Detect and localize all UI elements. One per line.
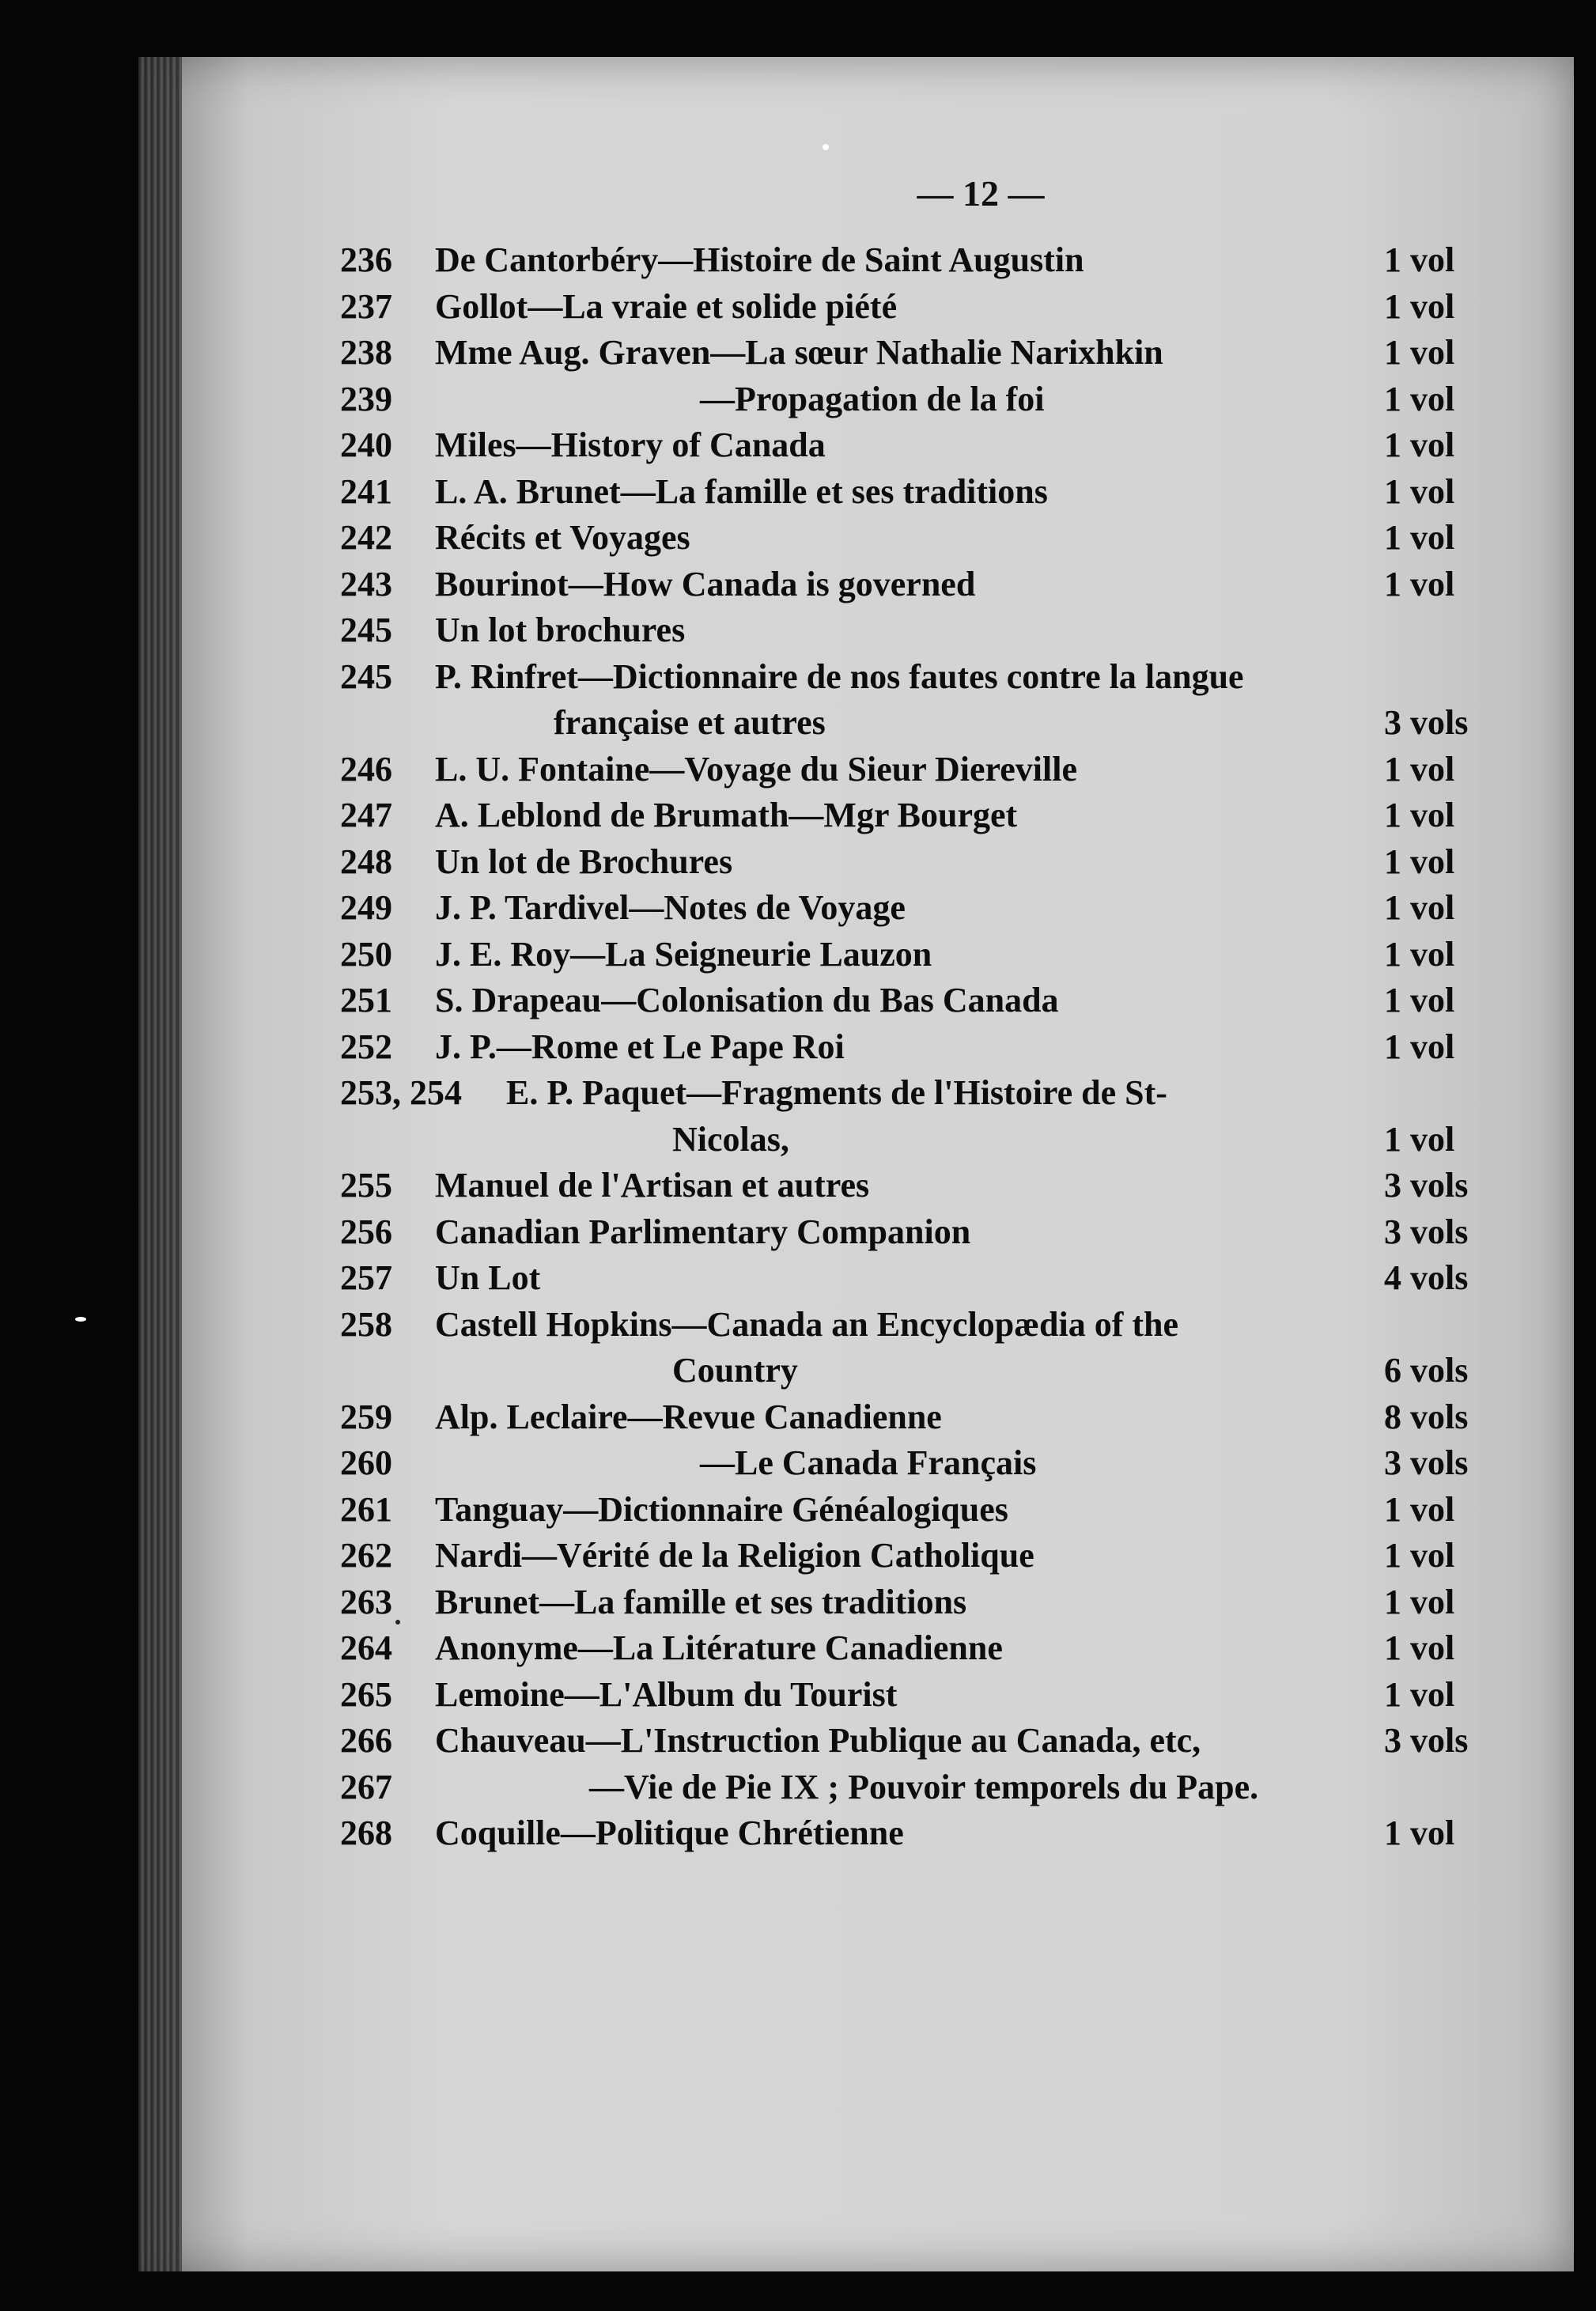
entry-title: Tanguay—Dictionnaire Généalogiques (435, 1489, 1008, 1529)
list-item (340, 792, 1479, 839)
entry-volumes: 1 vol (1384, 1027, 1455, 1066)
entry-title: Bourinot—How Canada is governed (435, 564, 976, 603)
entry-volumes: 1 vol (1384, 981, 1455, 1019)
entry-number: 265 (340, 1674, 392, 1714)
entry-volumes: 1 vol (1384, 842, 1455, 881)
entry-volumes: 8 vols (1384, 1397, 1469, 1436)
entry-title: Alp. Leclaire—Revue Canadienne (435, 1397, 942, 1436)
entry-volumes: 1 vol (1384, 749, 1455, 789)
entry-number: 243 (340, 564, 392, 603)
list-item (340, 515, 1479, 562)
list-item (340, 1625, 1479, 1672)
dust-speck (75, 1317, 86, 1322)
entry-number: 253, 254 (340, 1073, 462, 1112)
entry-number: 247 (340, 796, 392, 834)
entry-volumes: 1 vol (1384, 796, 1455, 834)
entry-title: J. P.—Rome et Le Pape Roi (435, 1027, 845, 1066)
entry-number: 266 (340, 1721, 392, 1760)
entry-volumes: 1 vol (1384, 426, 1455, 464)
entry-title: E. P. Paquet—Fragments de l'Histoire de St- (506, 1073, 1167, 1112)
entry-title: Manuel de l'Artisan et autres (435, 1166, 870, 1205)
entry-volumes: 1 vol (1384, 1119, 1455, 1159)
entry-volumes: 3 vols (1384, 1212, 1469, 1251)
list-item (340, 1070, 1479, 1117)
entry-number: 245 (340, 656, 392, 696)
entry-title: Brunet—La famille et ses traditions (435, 1582, 967, 1621)
list-item (340, 562, 1479, 608)
entry-title: Castell Hopkins—Canada an Encyclopædia of the (435, 1304, 1179, 1344)
entry-title: Coquille—Politique Chrétienne (435, 1814, 904, 1852)
entry-title: J. P. Tardivel—Notes de Voyage (435, 888, 906, 927)
entry-number: 238 (340, 333, 392, 372)
entry-title: S. Drapeau—Colonisation du Bas Canada (435, 981, 1059, 1019)
list-item (340, 1024, 1479, 1071)
list-item (340, 1533, 1479, 1579)
entry-number: 240 (340, 426, 392, 464)
list-item (340, 1302, 1479, 1348)
entry-number: 245 (340, 611, 392, 649)
list-item-continuation (340, 1348, 1479, 1394)
list-item (340, 654, 1479, 701)
entry-title-continuation: Country (672, 1351, 798, 1390)
entry-number: 246 (340, 749, 392, 789)
entry-title: Canadian Parlimentary Companion (435, 1212, 971, 1251)
entry-volumes: 1 vol (1384, 888, 1455, 927)
entry-volumes: 1 vol (1384, 1814, 1455, 1852)
entry-volumes: 1 vol (1384, 240, 1455, 279)
entry-volumes: 1 vol (1384, 1628, 1455, 1667)
entry-number: 262 (340, 1536, 392, 1575)
entry-number: 258 (340, 1304, 392, 1344)
page-number: — 12 — (917, 173, 1045, 214)
entry-title: De Cantorbéry—Histoire de Saint Augustin (435, 240, 1084, 279)
entry-number: 264 (340, 1628, 392, 1667)
entry-number: 256 (340, 1212, 392, 1251)
entry-title: Chauveau—L'Instruction Publique au Canada, etc, (435, 1721, 1201, 1760)
list-item (340, 1579, 1479, 1626)
entry-title: Un lot brochures (435, 611, 686, 649)
entry-number: 248 (340, 842, 392, 881)
list-item (340, 1810, 1479, 1857)
entry-volumes: 1 vol (1384, 471, 1455, 511)
list-item-continuation (340, 700, 1479, 747)
list-item (340, 284, 1479, 331)
entry-volumes: 1 vol (1384, 1582, 1455, 1621)
entry-volumes: 3 vols (1384, 1166, 1469, 1205)
list-item (340, 237, 1479, 284)
entry-title: —Propagation de la foi (700, 379, 1045, 418)
entry-title: Un lot de Brochures (435, 842, 733, 881)
entry-title-continuation: Nicolas, (672, 1119, 789, 1159)
entry-number: 267 (340, 1767, 392, 1806)
entry-title: J. E. Roy—La Seigneurie Lauzon (435, 934, 932, 974)
list-item (340, 1764, 1479, 1811)
list-item (340, 1163, 1479, 1209)
entry-title: Gollot—La vraie et solide piété (435, 286, 898, 326)
entry-title: Miles—History of Canada (435, 426, 826, 464)
entry-title-continuation: française et autres (554, 703, 826, 742)
entry-volumes: 3 vols (1384, 1721, 1469, 1760)
entry-number: 260 (340, 1443, 392, 1482)
entry-number: 263 (340, 1582, 392, 1621)
list-item (340, 1209, 1479, 1256)
entry-volumes: 1 vol (1384, 286, 1455, 326)
entry-number: 250 (340, 934, 392, 974)
entry-title: L. A. Brunet—La famille et ses traditions (435, 471, 1048, 511)
entry-number: 257 (340, 1258, 392, 1297)
list-item (340, 1672, 1479, 1719)
entry-title: Récits et Voyages (435, 518, 690, 557)
list-item (340, 469, 1479, 516)
list-item (340, 1440, 1479, 1487)
list-item (340, 376, 1479, 423)
entry-title: Mme Aug. Graven—La sœur Nathalie Narixhkin (435, 333, 1163, 372)
entry-number: 239 (340, 379, 392, 418)
binding-edge (138, 57, 182, 2271)
entry-title: Lemoine—L'Album du Tourist (435, 1674, 898, 1714)
entry-number: 268 (340, 1814, 392, 1852)
entry-number: 251 (340, 981, 392, 1019)
entry-number: 261 (340, 1489, 392, 1529)
list-item (340, 422, 1479, 469)
entry-volumes: 1 vol (1384, 564, 1455, 603)
entry-volumes: 1 vol (1384, 1489, 1455, 1529)
list-item (340, 978, 1479, 1024)
catalog-list (340, 237, 1479, 1857)
entry-title: Anonyme—La Litérature Canadienne (435, 1628, 1003, 1667)
entry-number: 252 (340, 1027, 392, 1066)
entry-title: Nardi—Vérité de la Religion Catholique (435, 1536, 1034, 1575)
entry-volumes: 3 vols (1384, 703, 1469, 742)
entry-volumes: 1 vol (1384, 379, 1455, 418)
entry-number: 242 (340, 518, 392, 557)
entry-volumes: 1 vol (1384, 1674, 1455, 1714)
entry-title: A. Leblond de Brumath—Mgr Bourget (435, 796, 1018, 834)
entry-volumes: 3 vols (1384, 1443, 1469, 1482)
list-item (340, 330, 1479, 376)
entry-title: —Le Canada Français (700, 1443, 1037, 1482)
entry-number: 237 (340, 286, 392, 326)
list-item (340, 1718, 1479, 1764)
entry-volumes: 6 vols (1384, 1351, 1469, 1390)
entry-volumes: 1 vol (1384, 333, 1455, 372)
list-item (340, 932, 1479, 978)
dust-speck (823, 144, 829, 150)
entry-number: 249 (340, 888, 392, 927)
entry-title: —Vie de Pie IX ; Pouvoir temporels du Pape. (589, 1767, 1259, 1806)
entry-volumes: 4 vols (1384, 1258, 1469, 1297)
entry-volumes: 1 vol (1384, 1536, 1455, 1575)
entry-volumes: 1 vol (1384, 934, 1455, 974)
list-item (340, 747, 1479, 793)
dust-speck (395, 1620, 400, 1625)
entry-title: L. U. Fontaine—Voyage du Sieur Diereville (435, 749, 1077, 789)
list-item-continuation (340, 1117, 1479, 1163)
entry-volumes: 1 vol (1384, 518, 1455, 557)
list-item (340, 607, 1479, 654)
entry-number: 241 (340, 471, 392, 511)
entry-title: Un Lot (435, 1258, 541, 1297)
entry-number: 236 (340, 240, 392, 279)
list-item (340, 1255, 1479, 1302)
list-item (340, 839, 1479, 886)
entry-number: 255 (340, 1166, 392, 1205)
list-item (340, 1487, 1479, 1534)
list-item (340, 1394, 1479, 1441)
entry-title: P. Rinfret—Dictionnaire de nos fautes contre la langue (435, 656, 1244, 696)
list-item (340, 885, 1479, 932)
entry-number: 259 (340, 1397, 392, 1436)
